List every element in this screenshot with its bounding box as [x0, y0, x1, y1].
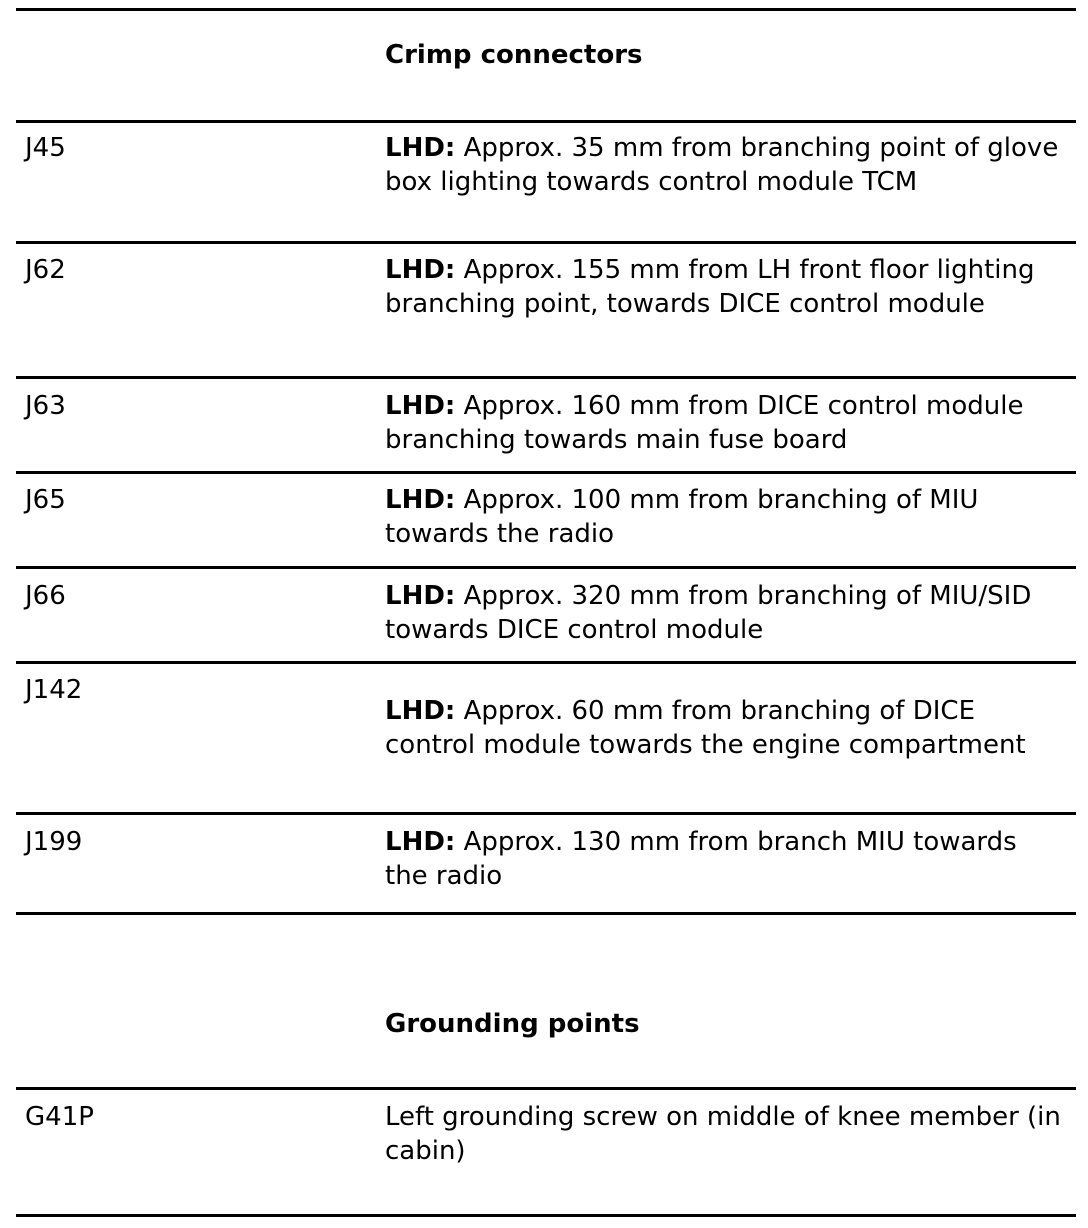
connector-code: J63 — [25, 391, 66, 421]
connector-description — [385, 694, 1065, 762]
row-divider — [16, 566, 1076, 569]
lhd-label: LHD: — [385, 696, 456, 726]
connector-description — [385, 389, 1065, 457]
lhd-label: LHD: — [385, 133, 456, 163]
connector-code: J62 — [25, 255, 66, 285]
connector-code: J45 — [25, 133, 66, 163]
description-text: Approx. 320 mm from branching of MIU/SID towards DICE control module — [385, 581, 1032, 645]
row-divider — [16, 241, 1076, 244]
row-divider — [16, 661, 1076, 664]
connector-code: J142 — [25, 675, 83, 705]
row-divider — [16, 376, 1076, 379]
description-text: Approx. 100 mm from branching of MIU towards the radio — [385, 485, 979, 549]
connector-description — [385, 253, 1065, 321]
connector-description — [385, 483, 1065, 551]
connector-description — [385, 579, 1065, 647]
connector-description — [385, 131, 1065, 199]
grounding-code: G41P — [25, 1102, 94, 1132]
lhd-label: LHD: — [385, 391, 456, 421]
description-text: Approx. 130 mm from branch MIU towards the radio — [385, 827, 1017, 891]
table-top-rule — [16, 8, 1076, 11]
table-bottom-rule — [16, 1214, 1076, 1217]
lhd-label: LHD: — [385, 255, 456, 285]
crimp-section-bottom-rule — [16, 912, 1076, 915]
description-text: Approx. 155 mm from LH front floor lighting branching point, towards DICE control module — [385, 255, 1035, 319]
lhd-label: LHD: — [385, 581, 456, 611]
connector-code: J199 — [25, 827, 83, 857]
description-text: Approx. 160 mm from DICE control module branching towards main fuse board — [385, 391, 1024, 455]
grounding-description: Left grounding screw on middle of knee member (in cabin) — [385, 1102, 1061, 1166]
grounding-header-rule — [16, 1087, 1076, 1090]
grounding-points-heading: Grounding points — [385, 1009, 640, 1039]
description-text: Approx. 35 mm from branching point of glove box lighting towards control module TCM — [385, 133, 1059, 197]
description-text: Approx. 60 mm from branching of DICE control module towards the engine compartment — [385, 696, 1026, 760]
connector-code: J65 — [25, 485, 66, 515]
connector-description — [385, 825, 1065, 893]
row-divider — [16, 812, 1076, 815]
row-divider — [16, 471, 1076, 474]
connector-code: J66 — [25, 581, 66, 611]
crimp-header-rule — [16, 120, 1076, 123]
lhd-label: LHD: — [385, 827, 456, 857]
crimp-connectors-heading: Crimp connectors — [385, 40, 643, 70]
lhd-label: LHD: — [385, 485, 456, 515]
